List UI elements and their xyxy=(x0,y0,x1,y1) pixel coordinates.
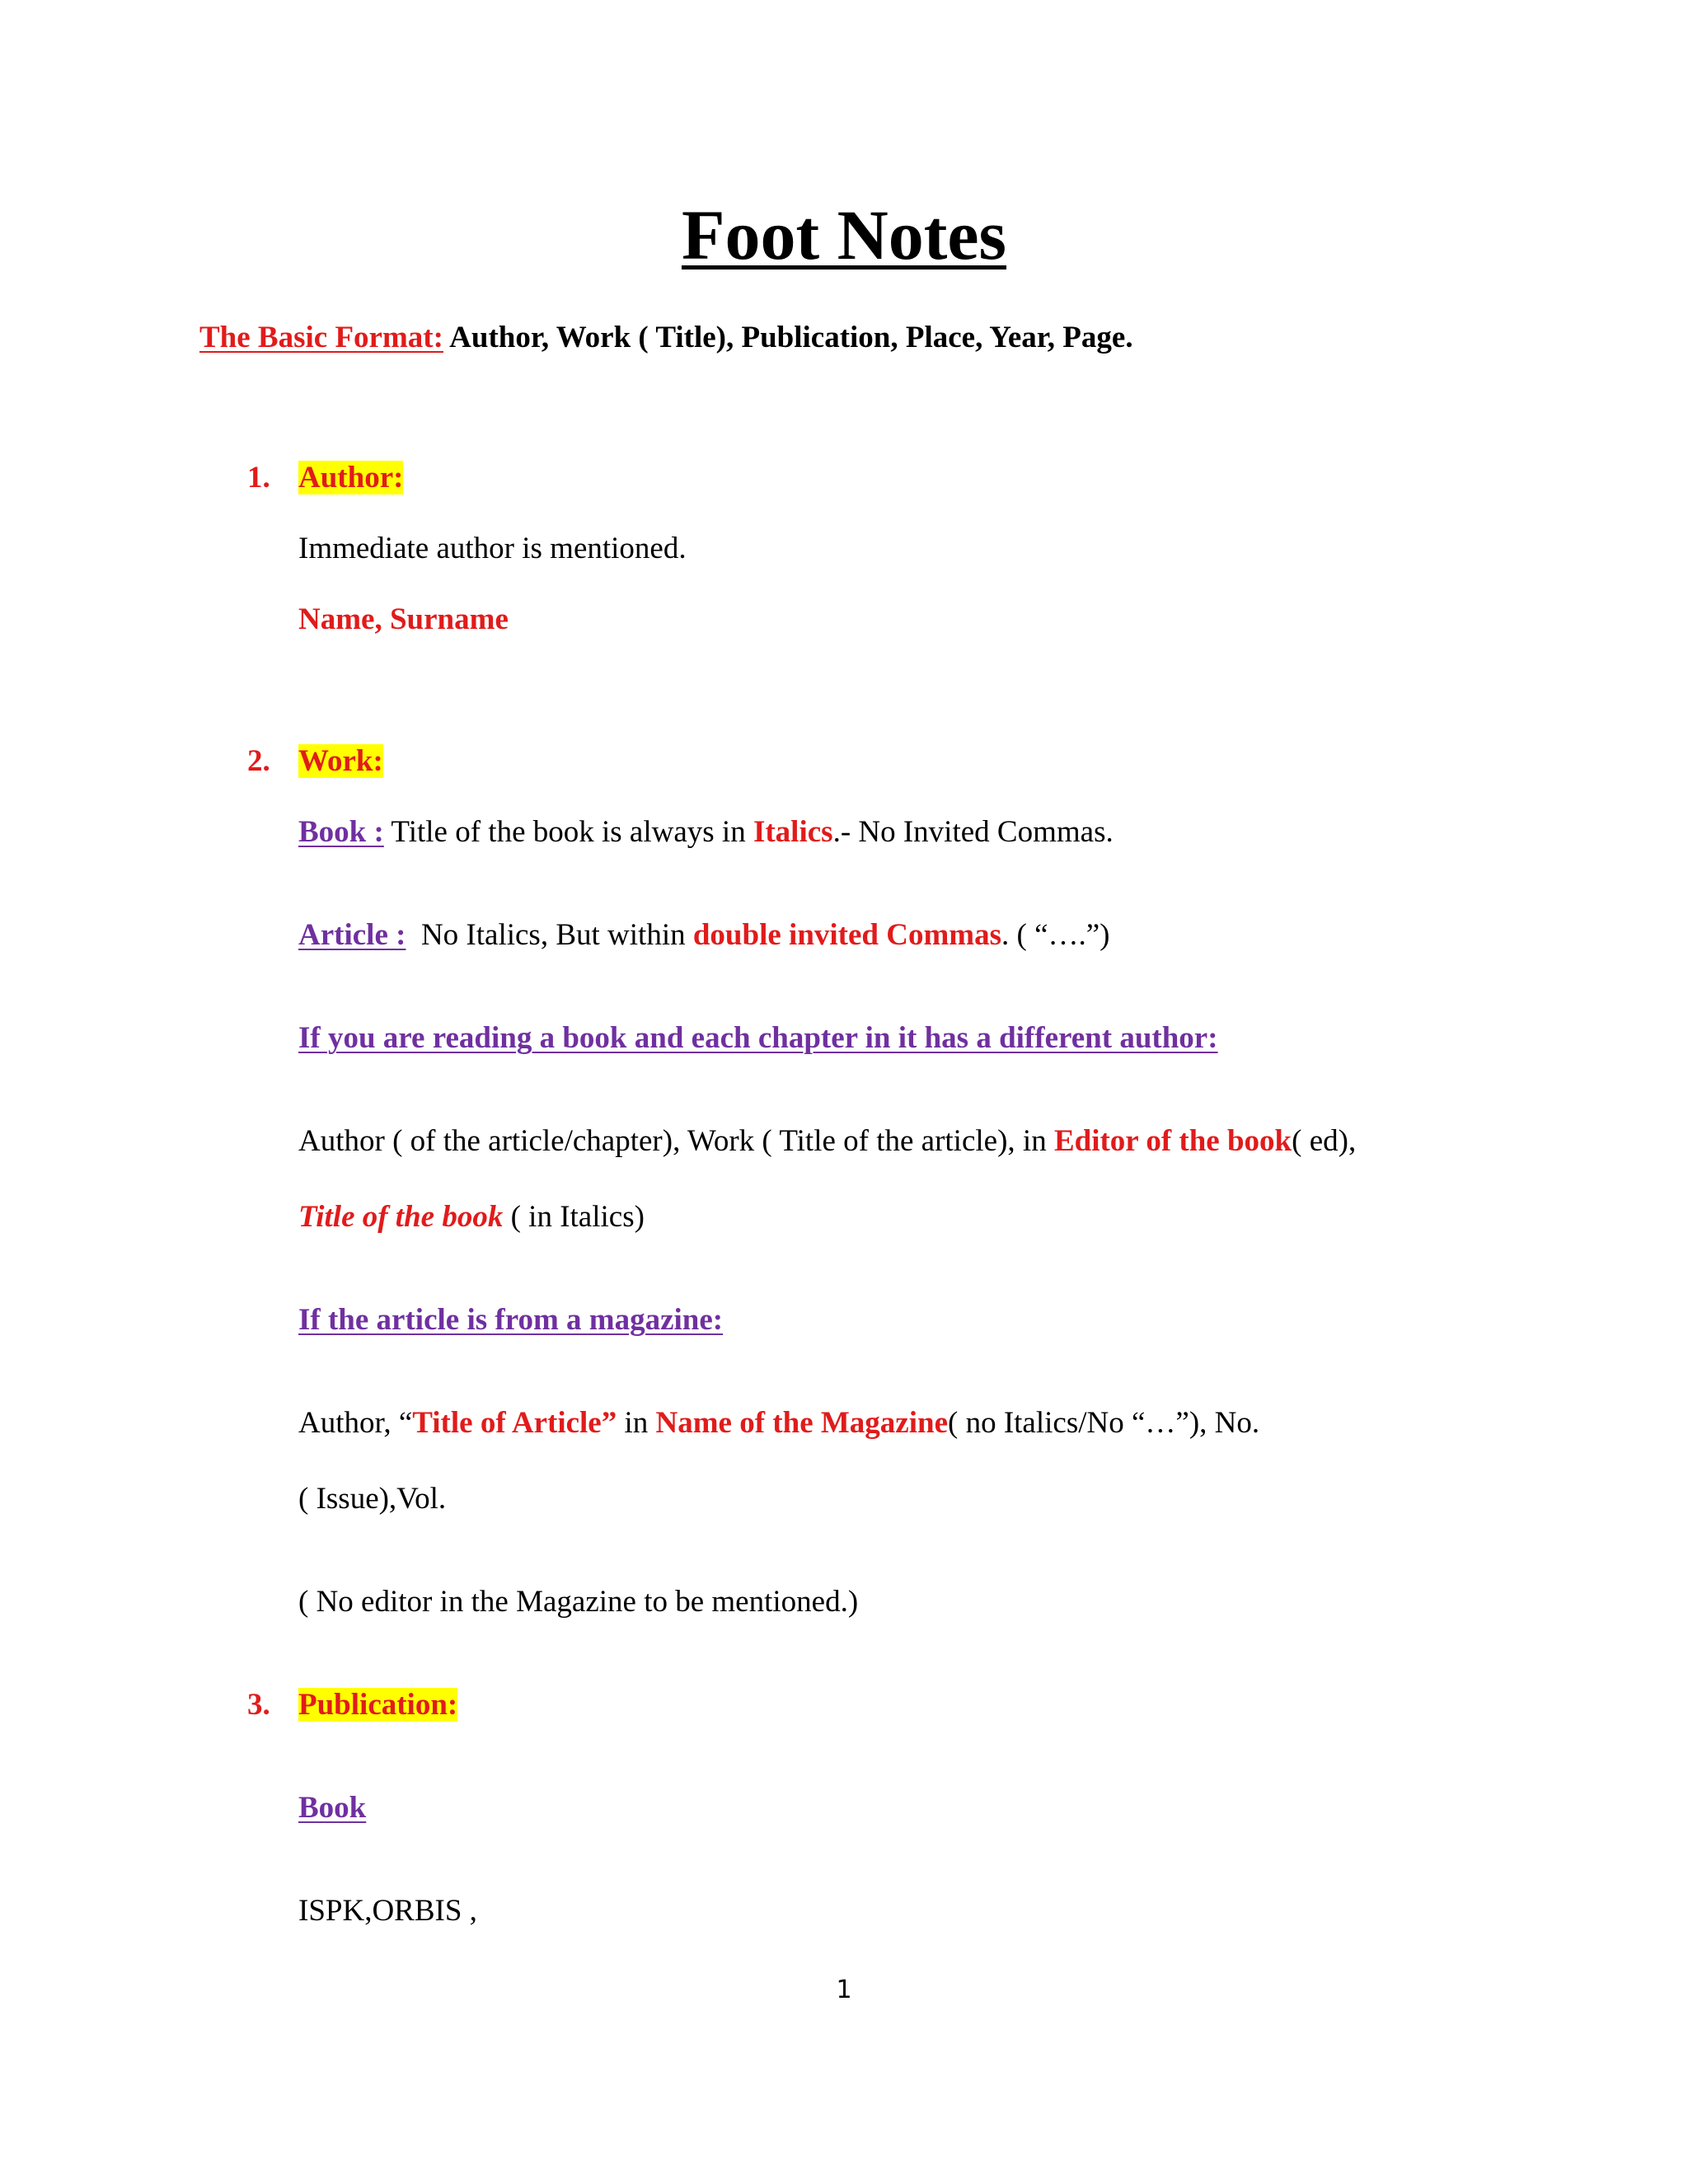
section-1-heading-row xyxy=(247,460,270,496)
section-3-heading-wrap xyxy=(298,1687,457,1723)
article-label: Article : xyxy=(298,918,406,952)
section-1-line-1: Immediate author is mentioned. xyxy=(298,532,687,565)
magazine-line-1 xyxy=(298,1405,1259,1441)
magazine-text-3: ( no Italics/No “…”), No. xyxy=(948,1406,1260,1440)
magazine-title-article: Title of Article” xyxy=(412,1406,617,1440)
section-3-number: 3. xyxy=(247,1688,270,1722)
magazine-name: Name of the Magazine xyxy=(655,1406,948,1440)
basic-format-label: The Basic Format: xyxy=(199,321,443,354)
magazine-text-2: in xyxy=(617,1406,656,1440)
page-title: Foot Notes xyxy=(681,195,1007,274)
article-text-2: . ( “….”) xyxy=(1001,918,1110,952)
page-number: 1 xyxy=(836,1975,852,2004)
article-text-1: No Italics, But within xyxy=(406,918,693,952)
section-3-sub-heading: Book xyxy=(298,1791,367,1825)
magazine-line-2: ( Issue),Vol. xyxy=(298,1482,447,1516)
magazine-line-3: ( No editor in the Magazine to be mentioned.) xyxy=(298,1585,859,1619)
magazine-text-1: Author, “ xyxy=(298,1406,413,1440)
section-2-heading-wrap xyxy=(298,743,383,780)
chapter-editor: Editor of the book xyxy=(1053,1124,1292,1158)
section-1-number: 1. xyxy=(247,461,270,494)
section-1-heading-wrap xyxy=(298,460,403,496)
chapter-text-1: Author ( of the article/chapter), Work ( Title of the article), in xyxy=(298,1124,1054,1158)
section-1-line-2: Name, Surname xyxy=(298,602,509,636)
book-italics-word: Italics xyxy=(753,815,833,849)
section-3-heading: Publication: xyxy=(298,1688,458,1722)
section-2-number: 2. xyxy=(247,744,270,778)
section-1-heading: Author: xyxy=(298,461,404,494)
chapter-title-book: Title of the book xyxy=(298,1200,504,1234)
book-text-1: Title of the book is always in xyxy=(383,815,753,849)
chapter-text-2: ( ed), xyxy=(1292,1124,1357,1158)
chapter-text-3: ( in Italics) xyxy=(503,1200,645,1234)
article-double-commas: double invited Commas xyxy=(692,918,1002,952)
section-2-heading: Work: xyxy=(298,744,383,778)
book-label: Book : xyxy=(298,815,384,849)
chapter-line-1 xyxy=(298,1123,1356,1160)
chapter-line-2 xyxy=(298,1199,645,1235)
book-text-2: .- No Invited Commas. xyxy=(832,815,1114,849)
book-line xyxy=(298,814,1114,851)
article-line xyxy=(298,917,1110,954)
chapter-heading: If you are reading a book and each chapter in it has a different author: xyxy=(298,1021,1218,1055)
section-3-line: ISPK,ORBIS , xyxy=(298,1894,477,1928)
basic-format-text: Author, Work ( Title), Publication, Place, Year, Page. xyxy=(443,321,1133,354)
basic-format-line xyxy=(199,320,1133,356)
magazine-heading: If the article is from a magazine: xyxy=(298,1303,724,1337)
